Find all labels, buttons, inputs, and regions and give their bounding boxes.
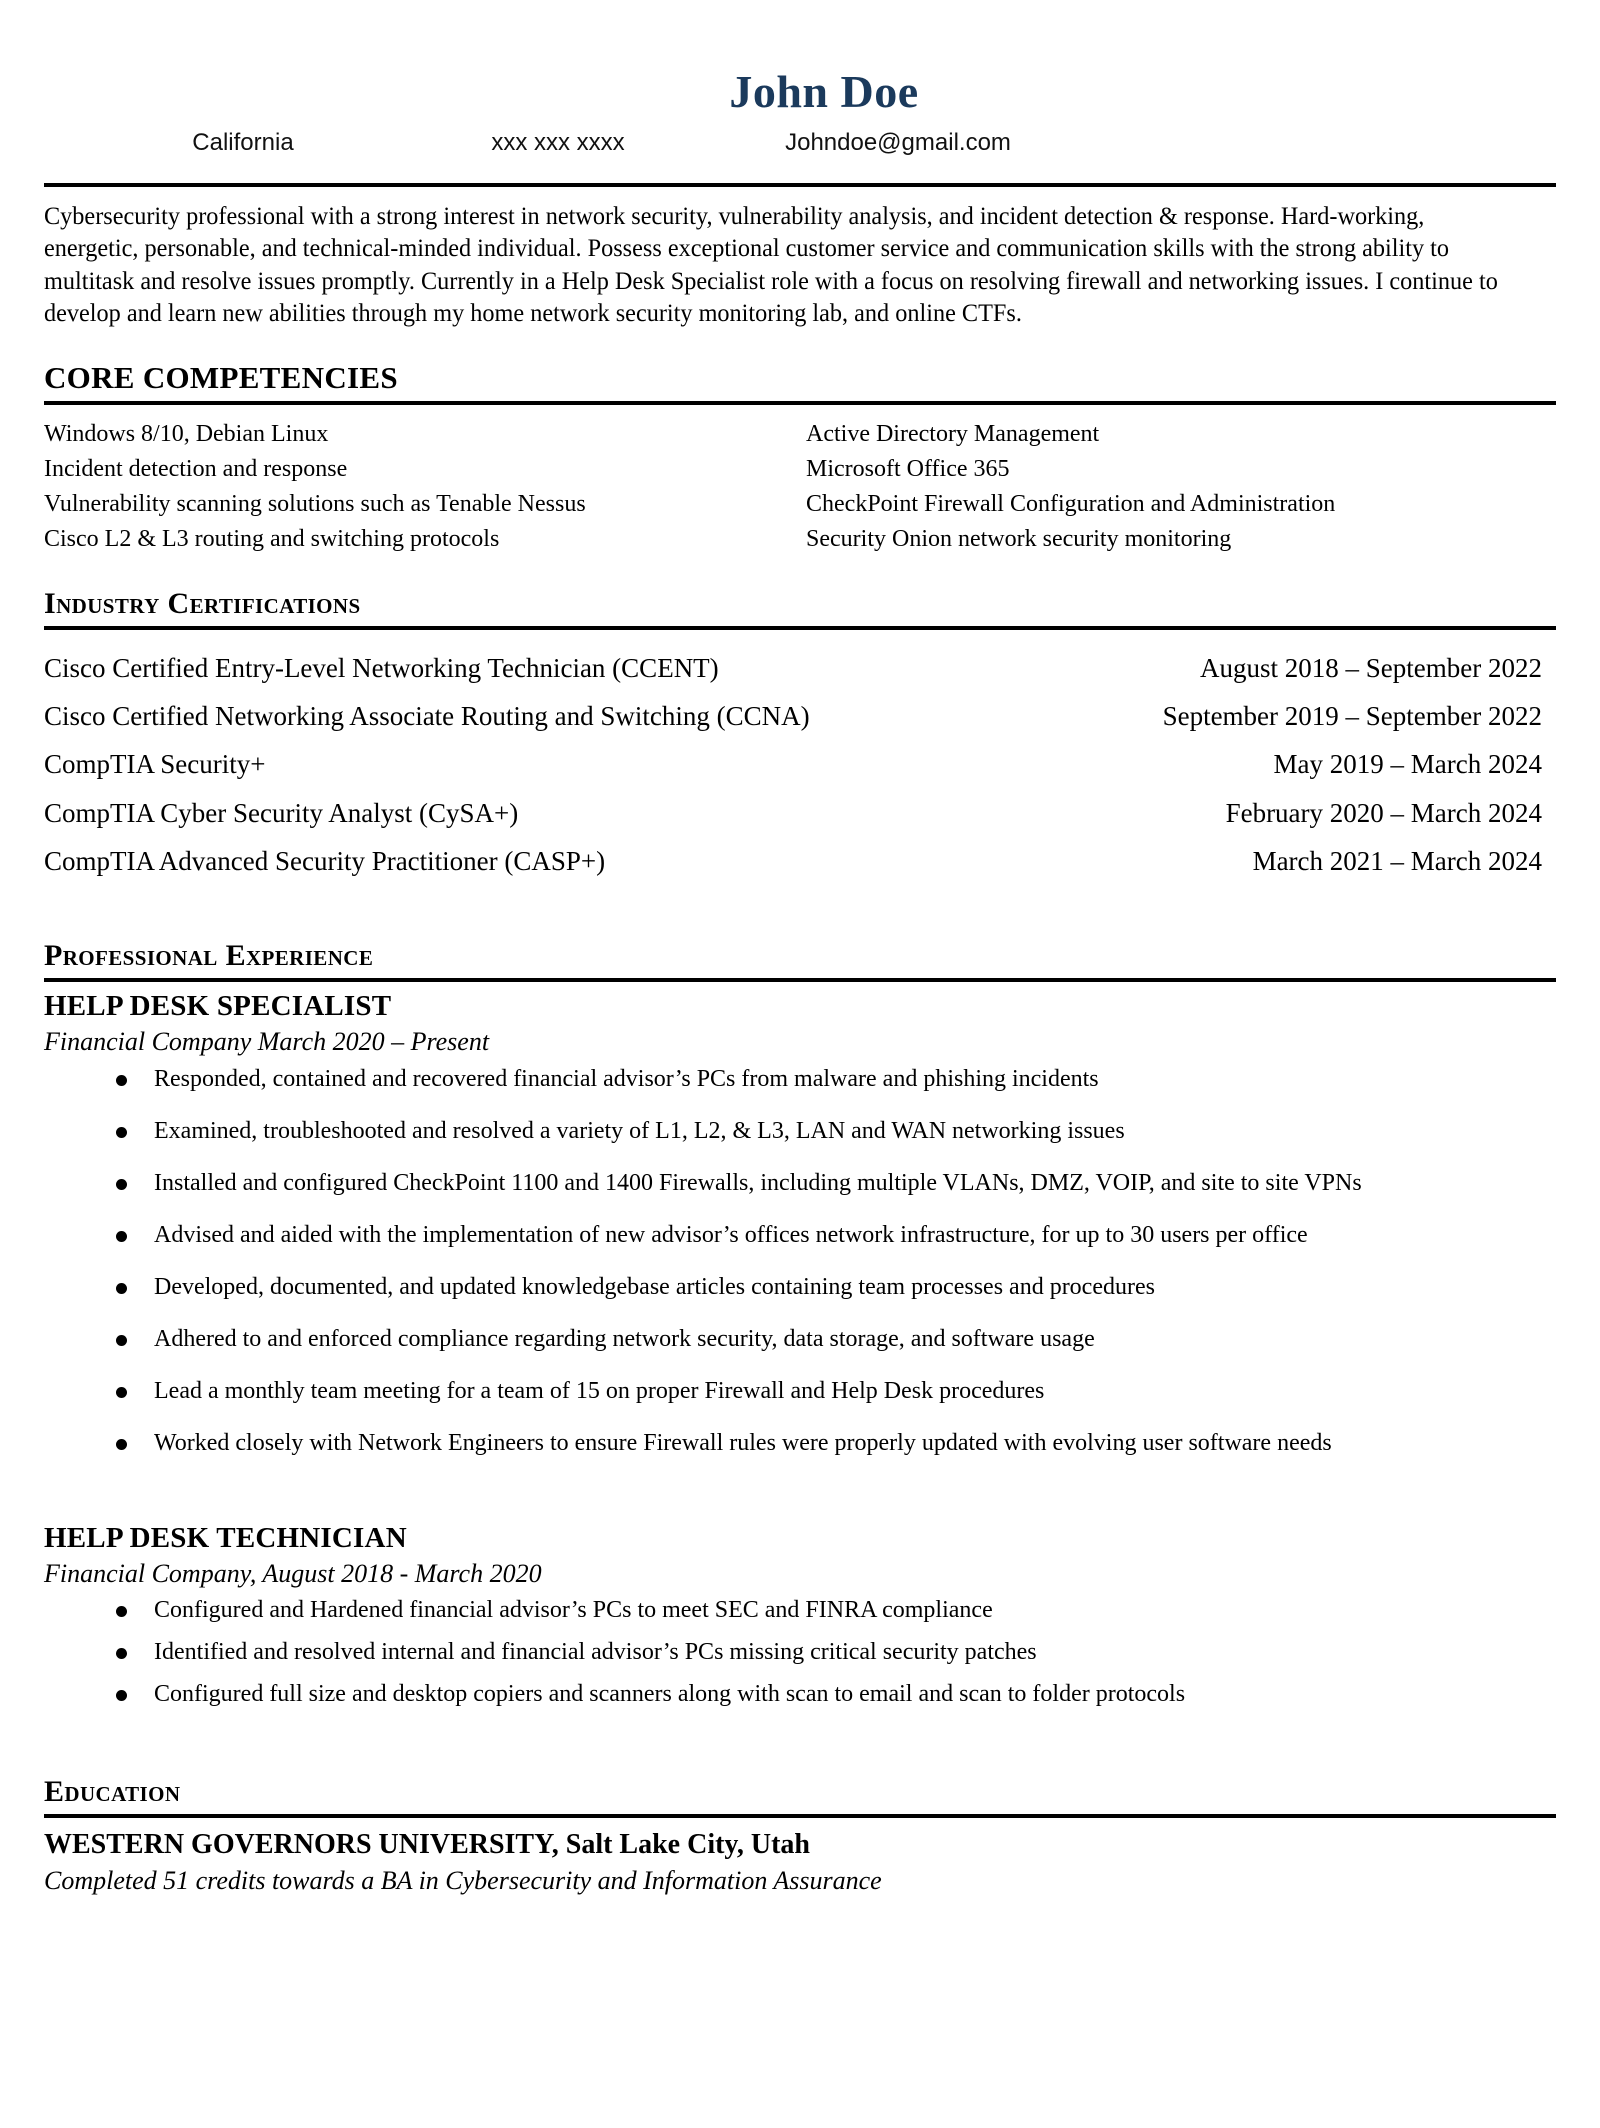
- certification-name: Cisco Certified Networking Associate Routing and Switching (CCNA): [44, 701, 810, 732]
- job-entry: [44, 990, 1556, 1458]
- list-item: Developed, documented, and updated knowledgebase articles containing team processes and procedures: [44, 1272, 1556, 1302]
- job-responsibility-list: [44, 1064, 1556, 1458]
- competency-grid: [44, 417, 1556, 557]
- section-industry-certifications: [44, 587, 1556, 885]
- list-item: Identified and resolved internal and financial advisor’s PCs missing critical security patches: [44, 1637, 1556, 1667]
- list-item: Microsoft Office 365: [806, 455, 1010, 482]
- list-item: Adhered to and enforced compliance regarding network security, data storage, and software usage: [44, 1324, 1556, 1354]
- education-school: WESTERN GOVERNORS UNIVERSITY, Salt Lake City, Utah: [44, 1829, 811, 1861]
- certification-name: CompTIA Security+: [44, 749, 266, 780]
- list-item: Configured and Hardened financial advisor’s PCs to meet SEC and FINRA compliance: [44, 1595, 1556, 1625]
- certification-date: May 2019 – March 2024: [1273, 749, 1542, 780]
- resume-header: [44, 68, 1556, 187]
- list-item: CheckPoint Firewall Configuration and Administration: [806, 490, 1336, 517]
- education-detail: Completed 51 credits towards a BA in Cybersecurity and Information Assurance: [44, 1866, 882, 1896]
- spacer: [44, 1721, 1556, 1775]
- section-divider: [44, 626, 1556, 630]
- contact-phone: xxx xxx xxxx: [491, 129, 625, 157]
- section-education: [44, 1775, 1556, 1896]
- job-entry: [44, 1522, 1556, 1710]
- contact-location: California: [192, 129, 294, 157]
- table-row: [44, 740, 1556, 788]
- job-responsibility-list: [44, 1595, 1556, 1709]
- section-core-competencies: [44, 361, 1556, 557]
- certification-name: CompTIA Advanced Security Practitioner (CASP+): [44, 845, 606, 876]
- professional-summary: Cybersecurity professional with a strong interest in network security, vulnerability analysis, and incident detection & response. Hard-working, energetic, personable, and technical-minded individual. Possess exceptional customer service and communication skills with the strong ability to multitask and resolve issues promptly. Currently in a Help Desk Specialist role with a focus on resolving firewall and networking issues. I continue to develop and learn new abilities through my home network security monitoring lab, and online CTFs.: [44, 202, 1498, 328]
- competency-column-right: [794, 417, 1556, 557]
- section-heading-industry-certifications: Industry Certifications: [44, 586, 361, 620]
- section-heading-professional-experience: Professional Experience: [44, 939, 374, 973]
- section-divider: [44, 978, 1556, 982]
- contact-row: [44, 130, 1556, 156]
- table-row: [44, 837, 1556, 885]
- certification-date: August 2018 – September 2022: [1200, 652, 1542, 683]
- list-item: Worked closely with Network Engineers to ensure Firewall rules were properly updated with evolving user software needs: [44, 1428, 1556, 1458]
- list-item: Incident detection and response: [44, 455, 348, 482]
- section-divider: [44, 1814, 1556, 1818]
- list-item: Vulnerability scanning solutions such as Tenable Nessus: [44, 490, 586, 517]
- list-item: Examined, troubleshooted and resolved a variety of L1, L2, & L3, LAN and WAN networking issues: [44, 1116, 1556, 1146]
- list-item: Advised and aided with the implementation of new advisor’s offices network infrastructure, for up to 30 users per office: [44, 1220, 1556, 1250]
- certification-list: [44, 644, 1556, 885]
- job-company-dates: Financial Company March 2020 – Present: [44, 1027, 490, 1057]
- list-item: Lead a monthly team meeting for a team of 15 on proper Firewall and Help Desk procedures: [44, 1376, 1556, 1406]
- job-title: HELP DESK SPECIALIST: [44, 990, 392, 1023]
- competency-column-left: [44, 417, 794, 557]
- page-title: John Doe: [729, 66, 919, 117]
- header-divider: [44, 183, 1556, 187]
- list-item: Installed and configured CheckPoint 1100 and 1400 Firewalls, including multiple VLANs, DMZ, VOIP, and site to site VPNs: [44, 1168, 1556, 1198]
- list-item: Cisco L2 & L3 routing and switching protocols: [44, 525, 500, 552]
- list-item: Windows 8/10, Debian Linux: [44, 420, 329, 447]
- section-professional-experience: [44, 939, 1556, 1709]
- spacer: [44, 1480, 1556, 1514]
- section-divider: [44, 401, 1556, 405]
- list-item: Responded, contained and recovered financial advisor’s PCs from malware and phishing incidents: [44, 1064, 1556, 1094]
- certification-date: February 2020 – March 2024: [1225, 797, 1542, 828]
- list-item: Active Directory Management: [806, 420, 1100, 447]
- table-row: [44, 692, 1556, 740]
- list-item: Security Onion network security monitoring: [806, 525, 1232, 552]
- table-row: [44, 644, 1556, 692]
- job-company-dates: Financial Company, August 2018 - March 2020: [44, 1558, 542, 1588]
- job-title: HELP DESK TECHNICIAN: [44, 1521, 407, 1554]
- list-item: Configured full size and desktop copiers and scanners along with scan to email and scan to folder protocols: [44, 1679, 1556, 1709]
- spacer: [44, 885, 1556, 939]
- certification-name: CompTIA Cyber Security Analyst (CySA+): [44, 797, 519, 828]
- contact-email: Johndoe@gmail.com: [785, 129, 1011, 157]
- certification-date: September 2019 – September 2022: [1162, 701, 1542, 732]
- section-heading-core-competencies: CORE COMPETENCIES: [44, 359, 398, 395]
- table-row: [44, 789, 1556, 837]
- section-heading-education: Education: [44, 1775, 181, 1809]
- certification-date: March 2021 – March 2024: [1252, 845, 1542, 876]
- certification-name: Cisco Certified Entry-Level Networking Technician (CCENT): [44, 652, 719, 683]
